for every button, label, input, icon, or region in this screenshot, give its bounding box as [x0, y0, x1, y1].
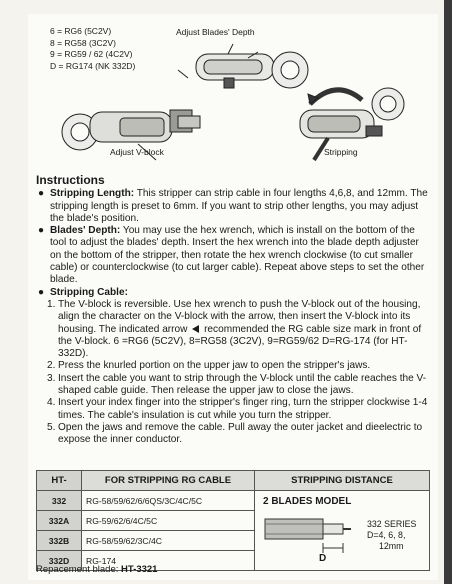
blades-depth-paragraph	[36, 225, 430, 286]
series-info	[367, 519, 416, 552]
replacement-value: HT-3321	[121, 564, 158, 575]
step-number: 2.	[47, 360, 56, 372]
code-line: 9 = RG59 / 62 (4C2V)	[50, 49, 133, 59]
model-cell: 332A	[37, 511, 82, 531]
code-line: 6 = RG6 (5C2V)	[50, 26, 112, 36]
stripping-length-title: Stripping Length:	[50, 188, 135, 200]
model-cell: 332B	[37, 531, 82, 551]
blades-depth-text: You may use the hex wrench, which is install on the bottom of the tool to adjust the blades' depth. Insert the hex wrench into the blade depth adjuster on the bottom of the stripper, then rotate the hex wrench clockwise (to cut smaller cable) or counterclockwise (to cut larger cable). Repeat above steps to set the other blade.	[50, 225, 425, 286]
replacement-blade-note	[36, 564, 157, 575]
stripper-side-view	[62, 110, 200, 160]
cable-cell: RG-174	[82, 551, 255, 571]
stripping-length-paragraph	[36, 188, 430, 225]
step-text: Open the jaws and remove the cable. Pull away the outer jacket and dieelectric to expose the inner conductor.	[58, 421, 423, 446]
step-item	[47, 298, 430, 360]
table-header-cable: FOR STRIPPING RG CABLE	[82, 471, 255, 491]
stripping-cable-title: Stripping Cable:	[50, 286, 128, 298]
cable-cell: RG-58/59/62/3C/4C	[82, 531, 255, 551]
instructions-heading: Instructions	[36, 173, 105, 187]
table-header-distance: STRIPPING DISTANCE	[255, 471, 430, 491]
step-number: 1.	[47, 298, 56, 310]
cable-cell: RG-58/59/62/6/6QS/3C/4C/5C	[82, 491, 255, 511]
manual-page	[28, 14, 438, 580]
step-number: 4.	[47, 397, 56, 409]
distance-d-label: D	[319, 553, 327, 564]
model-cell: 332	[37, 491, 82, 511]
step-item	[47, 397, 430, 422]
page-edge-shadow	[444, 0, 452, 584]
step-text: The V-block is reversible. Use hex wrench to push the V-block out of the housing, align the character on the V-block with the arrow, then insert the V-block into its housing. The indicated arrow	[58, 298, 421, 335]
code-line: D = RG174 (NK 332D)	[50, 60, 136, 71]
step-text: Insert your index finger into the stripper's finger ring, turn the stripper clockwise 1-4 times. The cable's insulation is cut while you turn the stripper.	[58, 397, 428, 421]
step-item	[47, 360, 430, 372]
stripper-top-view	[178, 44, 308, 88]
bullet-icon: ●	[38, 225, 45, 237]
step-text: Insert the cable you want to strip through the V-block until the cable reaches the V-shaped cable guide. Then release the upper jaw to close the jaws.	[58, 372, 427, 397]
arrow-left-icon	[192, 325, 199, 333]
distance-cell	[255, 491, 430, 571]
step-text: recommended the RG cable size mark in front of the V-block. 6 =RG6 (5C2V), 8=RG58 (3C2V), 9=RG59/62 D=RG-174 (for HT-332D).	[58, 323, 422, 360]
bullet-icon: ●	[38, 188, 45, 200]
stripper-drawings	[28, 14, 438, 166]
blades-model-label: 2 BLADES MODEL	[263, 496, 352, 507]
table-header-row	[37, 471, 430, 491]
cable-diagram	[263, 513, 353, 559]
d-unit: 12mm	[379, 541, 404, 551]
d-values: D=4, 6, 8,	[367, 530, 406, 540]
table-row	[37, 491, 430, 511]
adjust-vblock-label: Adjust V-block	[110, 147, 164, 157]
model-cell: 332D	[37, 551, 82, 571]
steps-list	[36, 299, 430, 447]
tool-illustration	[28, 14, 438, 166]
instructions-section	[36, 174, 430, 447]
replacement-label: Repacement blade:	[36, 564, 122, 575]
step-number: 3.	[47, 372, 56, 384]
model-table	[36, 470, 430, 571]
adjust-depth-label: Adjust Blades' Depth	[176, 27, 255, 37]
series-label: 332 SERIES	[367, 519, 417, 529]
step-item	[47, 372, 430, 398]
blades-depth-title: Blades' Depth:	[50, 225, 121, 237]
cable-cell: RG-59/62/6/4C/5C	[82, 511, 255, 531]
stripping-cable-paragraph	[36, 287, 430, 299]
step-number: 5.	[47, 421, 56, 433]
bullet-icon: ●	[38, 286, 45, 298]
step-item	[47, 421, 430, 447]
step-text: Press the knurled portion on the upper jaw to open the stripper's jaws.	[58, 360, 371, 372]
stripping-label: Stripping	[324, 147, 358, 157]
code-line: 8 = RG58 (3C2V)	[50, 37, 116, 48]
stripping-length-text: This stripper can strip cable in four lengths 4,6,8, and 12mm. The stripping length is preset to 6mm. If you want to strip other lengths, you may adjust the blade's position.	[50, 188, 428, 224]
stripper-with-cable	[300, 88, 404, 160]
table-header-model: HT-	[37, 471, 82, 491]
